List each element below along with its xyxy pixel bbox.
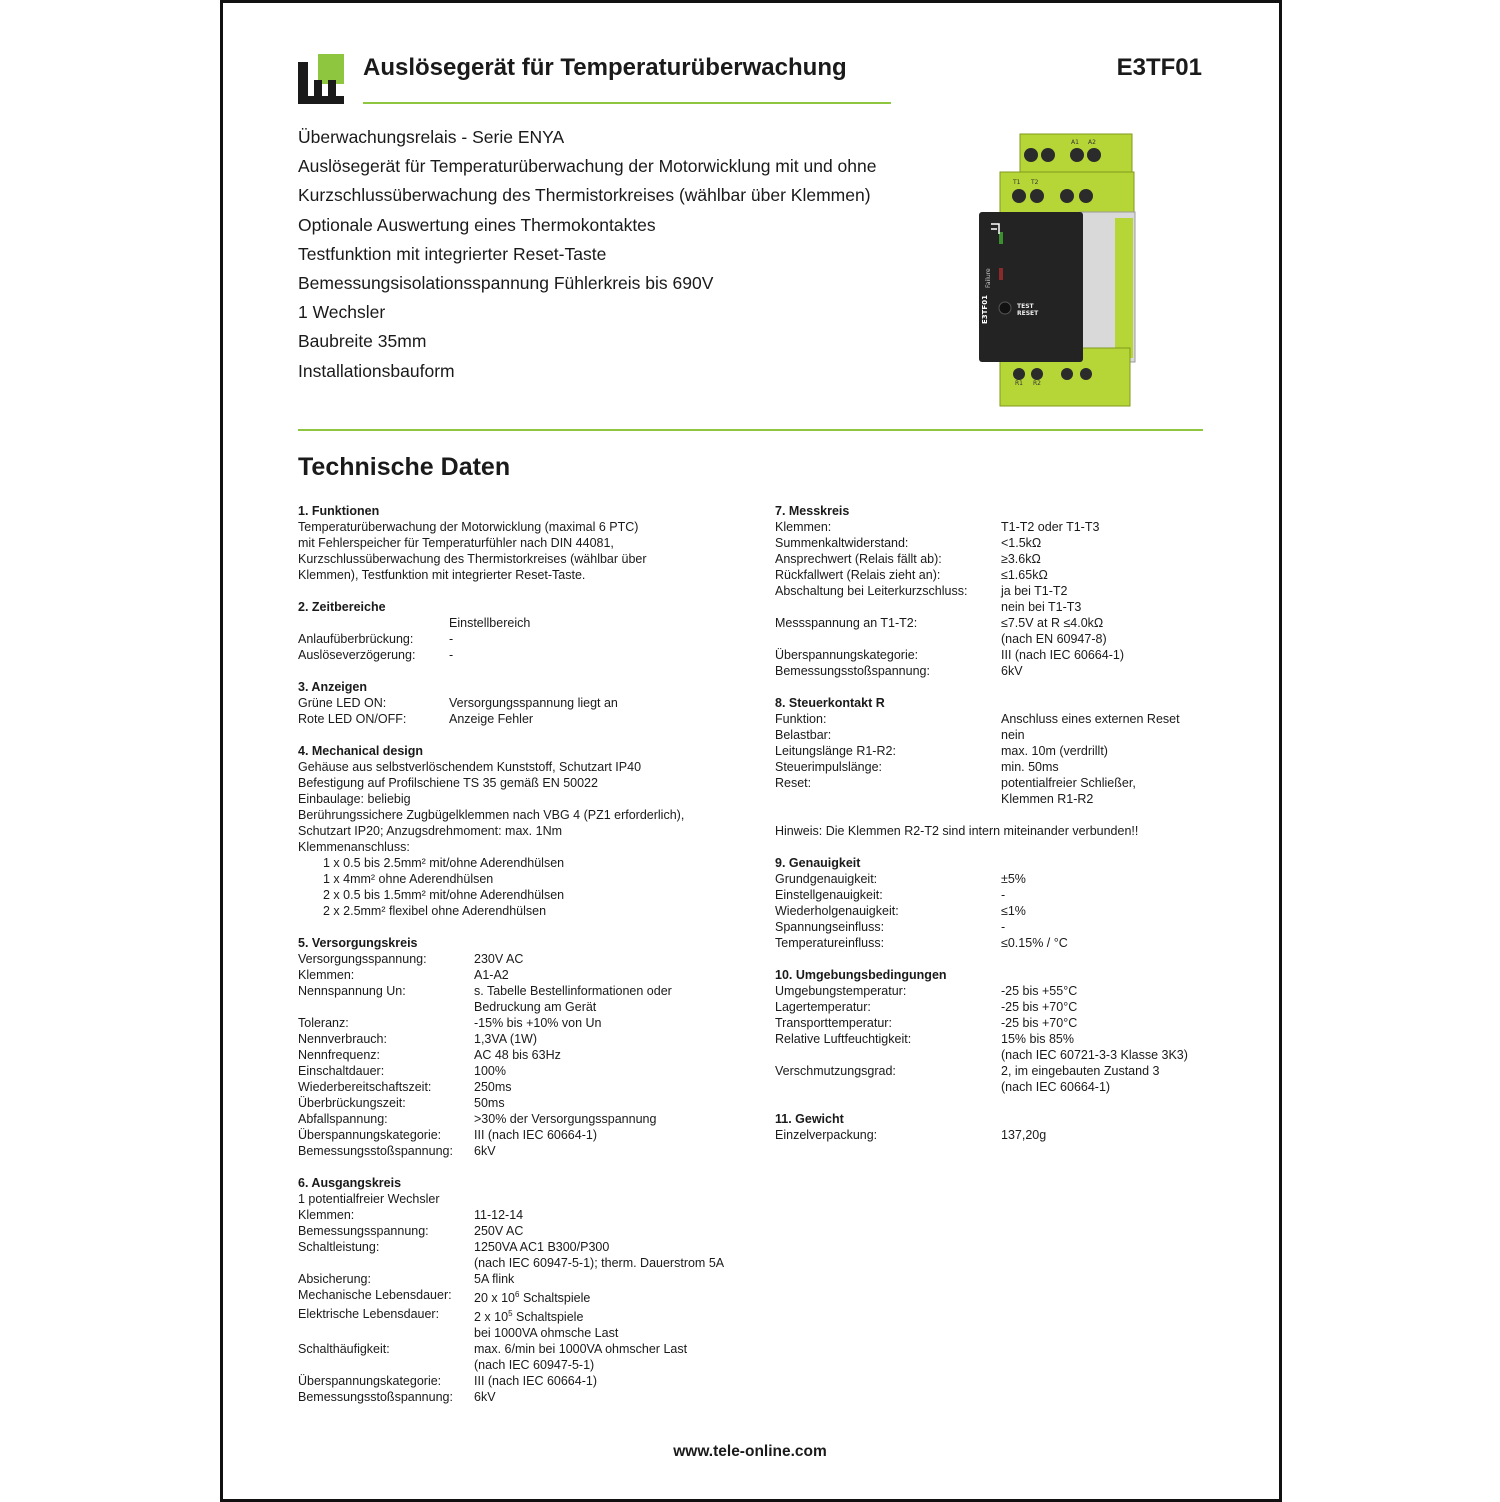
spec-row: [298, 1047, 748, 1063]
spec-row: [775, 1063, 1205, 1079]
spec-row: [298, 1031, 748, 1047]
spec-label: Überspannungskategorie:: [298, 1128, 442, 1142]
spec-label: Grundgenauigkeit:: [775, 872, 878, 886]
text-line: Einbaulage: beliebig: [298, 792, 411, 806]
spec-section-gewicht: [775, 1111, 1205, 1143]
header-divider: [363, 102, 891, 104]
spec-label: Steuerimpulslänge:: [775, 760, 883, 774]
device-t1-label: T1: [1013, 179, 1021, 186]
spec-label: Leitungslänge R1-R2:: [775, 744, 896, 758]
device-test-label: TEST: [1017, 303, 1034, 310]
spec-label: Absicherung:: [298, 1272, 371, 1286]
spec-label: [298, 1325, 474, 1341]
product-image: [975, 128, 1145, 413]
feature-list: [298, 123, 876, 386]
text-line: 2 x 2.5mm² flexibel ohne Aderendhülsen: [323, 904, 547, 918]
spec-row: [298, 1143, 748, 1159]
spec-row: [298, 1223, 748, 1239]
text-line: mit Fehlerspeicher für Temperaturfühler nach DIN 44081,: [298, 536, 614, 550]
spec-row: [775, 647, 1205, 663]
spec-label: Nennfrequenz:: [298, 1048, 381, 1062]
feature-item: Baubreite 35mm: [298, 331, 427, 352]
spec-label: Bemessungsspannung:: [298, 1224, 429, 1238]
spec-row: [775, 887, 1205, 903]
spec-value: Anschluss eines externen Reset: [1001, 712, 1180, 726]
text-line: Berührungssichere Zugbügelklemmen nach VBG 4 (PZ1 erforderlich),: [298, 808, 685, 822]
value-exponent: 5: [508, 1309, 513, 1319]
spec-label: Rückfallwert (Relais zieht an):: [775, 568, 941, 582]
spec-row: [298, 1255, 748, 1271]
spec-row: [298, 1325, 748, 1341]
spec-row: [775, 999, 1205, 1015]
device-failure-label: Failure: [985, 268, 992, 288]
spec-row: [775, 631, 1205, 647]
spec-value: ≥3.6kΩ: [1001, 552, 1041, 566]
spec-value: 11-12-14: [474, 1208, 524, 1222]
spec-value: >30% der Versorgungsspannung: [474, 1112, 657, 1126]
spec-section-ausgangskreis: [298, 1175, 748, 1405]
spec-section-anzeigen: [298, 679, 748, 727]
text-line: 2 x 0.5 bis 1.5mm² mit/ohne Aderendhülsen: [323, 888, 565, 902]
section-heading: 1. Funktionen: [298, 504, 380, 518]
spec-value: -: [449, 632, 454, 646]
device-r2-label: R2: [1033, 380, 1041, 387]
spec-value: ≤1%: [1001, 904, 1026, 918]
spec-value: 137,20g: [1001, 1128, 1047, 1142]
spec-label: [775, 631, 1001, 647]
spec-label: Überspannungskategorie:: [775, 648, 919, 662]
spec-label: Versorgungsspannung:: [298, 952, 427, 966]
spec-row: [298, 1207, 748, 1223]
spec-section-mechanical: [298, 743, 748, 919]
spec-value: -25 bis +70°C: [1001, 1016, 1078, 1030]
spec-value: 1,3VA (1W): [474, 1032, 537, 1046]
spec-label: Reset:: [775, 776, 812, 790]
spec-row: [775, 919, 1205, 935]
spec-row: [775, 759, 1205, 775]
feature-item: Optionale Auswertung eines Thermokontaktes: [298, 214, 656, 235]
spec-row: [298, 1111, 748, 1127]
spec-value: ±5%: [1001, 872, 1026, 886]
spec-value: potentialfreier Schließer,: [1001, 776, 1136, 790]
spec-value: III (nach IEC 60664-1): [474, 1128, 597, 1142]
spec-row: [298, 647, 748, 663]
spec-value: nein: [1001, 728, 1025, 742]
spec-label: Relative Luftfeuchtigkeit:: [775, 1032, 912, 1046]
spec-section-genauigkeit: [775, 855, 1205, 951]
spec-value: max. 10m (verdrillt): [1001, 744, 1108, 758]
spec-value: -25 bis +55°C: [1001, 984, 1078, 998]
spec-row: [775, 935, 1205, 951]
spec-row: [775, 983, 1205, 999]
spec-row: [775, 599, 1205, 615]
spec-value: <1.5kΩ: [1001, 536, 1042, 550]
spec-value: max. 6/min bei 1000VA ohmscher Last: [474, 1342, 688, 1357]
section-heading: 2. Zeitbereiche: [298, 600, 386, 614]
spec-row: [775, 535, 1205, 551]
feature-item: Überwachungsrelais - Serie ENYA: [298, 127, 565, 147]
feature-item: 1 Wechsler: [298, 302, 386, 323]
spec-section-messkreis: [775, 503, 1205, 679]
spec-label: Anlaufüberbrückung:: [298, 632, 414, 646]
text-line: 1 x 4mm² ohne Aderendhülsen: [323, 872, 494, 886]
spec-label: Messspannung an T1-T2:: [775, 616, 918, 630]
spec-value: Bedruckung am Gerät: [474, 1000, 597, 1014]
spec-value: ≤0.15% / °C: [1001, 936, 1068, 950]
spec-value: ja bei T1-T2: [1001, 584, 1068, 598]
spec-section-funktionen: [298, 503, 748, 583]
spec-label: [775, 1079, 1001, 1095]
spec-value: (nach IEC 60664-1): [1001, 1080, 1111, 1094]
spec-label: Einzelverpackung:: [775, 1128, 878, 1142]
feature-item: Installationsbauform: [298, 360, 455, 381]
text-line: 1 x 0.5 bis 2.5mm² mit/ohne Aderendhülsen: [323, 856, 565, 870]
spec-label: Nennspannung Un:: [298, 984, 406, 998]
spec-label: Auslöseverzögerung:: [298, 648, 416, 662]
text-line: Klemmenanschluss:: [298, 840, 410, 854]
spec-section-umgebung: [775, 967, 1205, 1095]
spec-value: (nach IEC 60721-3-3 Klasse 3K3): [1001, 1048, 1188, 1062]
spec-value: bei 1000VA ohmsche Last: [474, 1326, 619, 1341]
spec-note: [775, 823, 1205, 839]
text-line: Befestigung auf Profilschiene TS 35 gemäß EN 50022: [298, 776, 598, 790]
feature-item: Auslösegerät für Temperaturüberwachung der Motorwicklung mit und ohne: [298, 156, 877, 177]
device-r1-label: R1: [1015, 380, 1023, 387]
spec-row: [775, 711, 1205, 727]
spec-value: min. 50ms: [1001, 760, 1059, 774]
spec-value: Einstellbereich: [449, 616, 531, 630]
page-title: Auslösegerät für Temperaturüberwachung: [363, 54, 847, 81]
device-t2-label: T2: [1031, 179, 1039, 186]
spec-row: [775, 1047, 1205, 1063]
spec-row: [298, 999, 748, 1015]
spec-value: Klemmen R1-R2: [1001, 792, 1094, 806]
spec-label: Transporttemperatur:: [775, 1016, 892, 1030]
spec-row: [298, 631, 748, 647]
spec-row: [775, 551, 1205, 567]
spec-value: 5A flink: [474, 1272, 515, 1286]
spec-label: Klemmen:: [298, 1208, 355, 1222]
spec-label: Mechanische Lebensdauer:: [298, 1288, 452, 1302]
spec-label: [775, 599, 1001, 615]
spec-label: Schaltleistung:: [298, 1240, 380, 1254]
spec-label: Funktion:: [775, 712, 827, 726]
spec-label: [298, 999, 474, 1015]
spec-label: Ansprechwert (Relais fällt ab):: [775, 552, 942, 566]
spec-row: [298, 1357, 748, 1373]
spec-label: Toleranz:: [298, 1016, 349, 1030]
spec-value: 6kV: [474, 1144, 496, 1158]
spec-label: Überbrückungszeit:: [298, 1096, 406, 1110]
spec-value: 230V AC: [474, 952, 524, 966]
spec-value: -: [1001, 888, 1006, 902]
section-title: Technische Daten: [298, 453, 511, 481]
feature-item: Kurzschlussüberwachung des Thermistorkreises (wählbar über Klemmen): [298, 185, 871, 206]
spec-label: Nennverbrauch:: [298, 1032, 387, 1046]
value-exponent: 6: [515, 1290, 520, 1299]
spec-label: [298, 1357, 474, 1373]
spec-column-left: [298, 503, 748, 1421]
spec-section-versorgungskreis: [298, 935, 748, 1159]
spec-row: [775, 615, 1205, 631]
spec-value: A1-A2: [474, 968, 509, 982]
spec-row: [298, 967, 748, 983]
spec-row: [298, 1271, 748, 1287]
section-divider: [298, 429, 1203, 431]
spec-label: Bemessungsstoßspannung:: [298, 1144, 453, 1158]
spec-row: [298, 711, 748, 727]
spec-value: Anzeige Fehler: [449, 712, 534, 726]
spec-row: [298, 1127, 748, 1143]
spec-row: [775, 1031, 1205, 1047]
text-line: Schutzart IP20; Anzugsdrehmoment: max. 1Nm: [298, 824, 563, 838]
spec-value: nein bei T1-T3: [1001, 600, 1082, 614]
spec-value: 250V AC: [474, 1224, 524, 1238]
spec-label: Klemmen:: [298, 968, 355, 982]
value-part: Schaltspiele: [519, 1291, 591, 1306]
spec-value: -15% bis +10% von Un: [474, 1016, 602, 1030]
footer-url[interactable]: www.tele-online.com: [673, 1443, 827, 1460]
spec-label: Wiederbereitschaftszeit:: [298, 1080, 432, 1094]
spec-row: [775, 663, 1205, 679]
spec-value: -: [1001, 920, 1006, 934]
spec-value: T1-T2 oder T1-T3: [1001, 520, 1100, 534]
spec-value: Versorgungsspannung liegt an: [449, 696, 618, 710]
spec-label: Einschaltdauer:: [298, 1064, 385, 1078]
spec-value: [474, 1287, 748, 1306]
spec-row: [298, 1079, 748, 1095]
spec-label: Umgebungstemperatur:: [775, 984, 907, 998]
value-part: Schaltspiele: [512, 1310, 584, 1325]
spec-value: (nach IEC 60947-5-1): [474, 1358, 595, 1373]
spec-row: [298, 1287, 748, 1306]
spec-label: Klemmen:: [775, 520, 832, 534]
spec-value: 15% bis 85%: [1001, 1032, 1074, 1046]
section-heading: 9. Genauigkeit: [775, 856, 861, 870]
spec-row: [775, 1015, 1205, 1031]
spec-label: Abfallspannung:: [298, 1112, 388, 1126]
spec-value: -: [449, 648, 454, 662]
device-a2-label: A2: [1088, 139, 1096, 146]
spec-row: [298, 951, 748, 967]
spec-value: 6kV: [474, 1390, 496, 1405]
text-line: 1 potentialfreier Wechsler: [298, 1192, 440, 1206]
spec-row: [298, 695, 748, 711]
spec-value: 1250VA AC1 B300/P300: [474, 1240, 610, 1254]
spec-label: Grüne LED ON:: [298, 696, 387, 710]
spec-label: Überspannungskategorie:: [298, 1374, 442, 1389]
section-heading: 11. Gewicht: [775, 1112, 844, 1126]
spec-row: [298, 1095, 748, 1111]
spec-row: [775, 903, 1205, 919]
spec-label: Abschaltung bei Leiterkurzschluss:: [775, 584, 968, 598]
spec-row: [775, 1079, 1205, 1095]
device-reset-label: RESET: [1017, 310, 1039, 317]
spec-row: [775, 567, 1205, 583]
spec-value: 250ms: [474, 1080, 512, 1094]
spec-row: [298, 1015, 748, 1031]
model-number: E3TF01: [1116, 54, 1202, 81]
spec-label: [775, 1047, 1001, 1063]
spec-value: -25 bis +70°C: [1001, 1000, 1078, 1014]
spec-row: [775, 743, 1205, 759]
spec-value: (nach EN 60947-8): [1001, 632, 1107, 646]
spec-label: Spannungseinfluss:: [775, 920, 885, 934]
value-part: 20 x 10: [474, 1291, 516, 1306]
section-heading: 10. Umgebungsbedingungen: [775, 968, 947, 982]
spec-row: [298, 1306, 748, 1325]
spec-value: ≤1.65kΩ: [1001, 568, 1048, 582]
spec-label: Bemessungsstoßspannung:: [775, 664, 930, 678]
text-line: Gehäuse aus selbstverlöschendem Kunststoff, Schutzart IP40: [298, 760, 642, 774]
section-heading: 3. Anzeigen: [298, 680, 367, 694]
spec-section-steuerkontakt: [775, 695, 1205, 807]
spec-label: Belastbar:: [775, 728, 832, 742]
spec-label: Bemessungsstoßspannung:: [298, 1390, 453, 1405]
spec-value: ≤7.5V at R ≤4.0kΩ: [1001, 616, 1104, 630]
value-part: 2 x 10: [474, 1310, 509, 1325]
section-heading: 8. Steuerkontakt R: [775, 696, 885, 710]
spec-value: III (nach IEC 60664-1): [1001, 648, 1124, 662]
spec-row: [775, 1127, 1205, 1143]
spec-label: Schalthäufigkeit:: [298, 1342, 390, 1357]
spec-row: [775, 727, 1205, 743]
spec-row: [298, 1239, 748, 1255]
spec-label: Lagertemperatur:: [775, 1000, 871, 1014]
section-heading: 5. Versorgungskreis: [298, 936, 418, 950]
spec-label: Einstellgenauigkeit:: [775, 888, 883, 902]
spec-section-zeitbereiche: [298, 599, 748, 663]
spec-label: [298, 1255, 474, 1271]
spec-row: [298, 1389, 748, 1405]
text-line: Klemmen), Testfunktion mit integrierter Reset-Taste.: [298, 568, 586, 582]
spec-value: 6kV: [1001, 664, 1023, 678]
spec-value: 50ms: [474, 1096, 505, 1110]
spec-row: [298, 983, 748, 999]
spec-row: [775, 519, 1205, 535]
section-heading: 4. Mechanical design: [298, 744, 424, 758]
spec-value: AC 48 bis 63Hz: [474, 1048, 561, 1062]
spec-row: [298, 1063, 748, 1079]
spec-label: Summenkaltwiderstand:: [775, 536, 909, 550]
note-text: Hinweis: Die Klemmen R2-T2 sind intern miteinander verbunden!!: [775, 824, 1139, 838]
spec-value: 2, im eingebauten Zustand 3: [1001, 1064, 1160, 1078]
spec-row: [775, 871, 1205, 887]
tele-logo: [298, 54, 344, 104]
spec-row: [298, 615, 748, 631]
spec-value: III (nach IEC 60664-1): [474, 1374, 597, 1389]
section-heading: 6. Ausgangskreis: [298, 1176, 402, 1190]
spec-row: [775, 791, 1205, 807]
spec-label: Rote LED ON/OFF:: [298, 712, 407, 726]
spec-column-right: [775, 503, 1205, 1159]
spec-label: Verschmutzungsgrad:: [775, 1064, 896, 1078]
spec-value: 100%: [474, 1064, 506, 1078]
spec-row: [298, 1341, 748, 1357]
feature-item: Bemessungsisolationsspannung Fühlerkreis bis 690V: [298, 273, 714, 294]
spec-label: Temperatureinfluss:: [775, 936, 885, 950]
feature-item: Testfunktion mit integrierter Reset-Taste: [298, 243, 607, 264]
spec-label: [775, 791, 1001, 807]
spec-row: [775, 775, 1205, 791]
text-line: Temperaturüberwachung der Motorwicklung (maximal 6 PTC): [298, 520, 639, 534]
text-line: Kurzschlussüberwachung des Thermistorkreises (wählbar über: [298, 552, 647, 566]
section-heading: 7. Messkreis: [775, 504, 850, 518]
spec-value: (nach IEC 60947-5-1); therm. Dauerstrom 5A: [474, 1256, 725, 1270]
spec-row: [775, 583, 1205, 599]
device-model-label: E3TF01: [981, 295, 989, 324]
spec-row: [298, 1373, 748, 1389]
spec-label: Wiederholgenauigkeit:: [775, 904, 899, 918]
device-a1-label: A1: [1071, 139, 1079, 146]
spec-value: s. Tabelle Bestellinformationen oder: [474, 984, 672, 998]
spec-value: [474, 1306, 748, 1325]
spec-label: Elektrische Lebensdauer:: [298, 1307, 440, 1322]
